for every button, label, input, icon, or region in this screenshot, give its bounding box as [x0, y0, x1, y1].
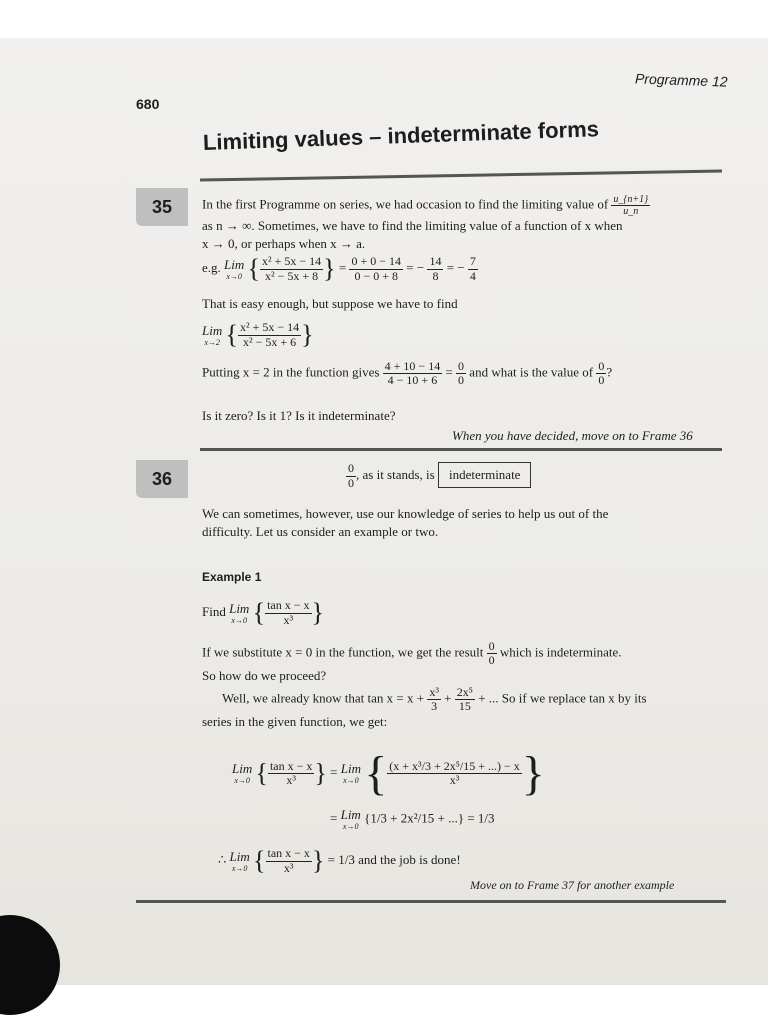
- book-page: [0, 38, 768, 985]
- frame-35-label: 35: [136, 188, 188, 226]
- substitute-line: If we substitute x = 0 in the function, we get the result $\frac{0}{0}$ which is indeterminate.: [202, 639, 622, 668]
- result-line: ∴ Lim x→0 { $\frac{\text{tan x − x}}{\text{x³}}$ } = 1/3 and the job is done!: [218, 846, 461, 875]
- example-eq-2: Lim x→2 { $\frac{\text{x² + 5x − 14}}{\text{x² − 5x + 6}}$ }: [202, 320, 314, 349]
- dark-corner-shadow: [0, 915, 60, 1015]
- series-help-1: We can sometimes, however, use our knowledge of series to help us out of the: [202, 506, 609, 521]
- frame35-intro-a: In the first Programme on series, we had occasion to find the limiting value of $\frac{u\_\{n+1\}}{u\_n}$: [202, 194, 649, 217]
- move-on-36: When you have decided, move on to Frame 36: [452, 428, 693, 443]
- frame-36-label: 36: [136, 460, 188, 498]
- question-text: Is it zero? Is it 1? Is it indeterminate?: [202, 408, 396, 423]
- page-title: Limiting values – indeterminate forms: [202, 116, 600, 155]
- example-title: Example 1: [202, 570, 262, 584]
- page-number: 680: [136, 96, 160, 112]
- frame35-intro-b: as n → ∞. Sometimes, we have to find the limiting value of a function of x when: [202, 218, 623, 233]
- proceed-line: So how do we proceed?: [202, 668, 327, 683]
- move-on-37: Move on to Frame 37 for another example: [470, 878, 675, 892]
- example-eq-1: e.g. Lim x→0 { $\frac{\text{x² + 5x − 14}}{\text{x² − 5x + 8}}$ } = $\frac{0 + 0 - 14}{0 - 0 + 8}$ = − $\frac{14}{8}$ = − $\frac{7}{4}$: [202, 254, 476, 283]
- programme-label: Programme 12: [635, 70, 729, 90]
- well-line: Well, we already know that tan x = x + $\frac{\text{x³}}{3}$ + $\frac{\text{2x⁵}}{15}$ + ... So if we replace tan x by its: [222, 685, 647, 714]
- find-line: Find Lim x→0 { $\frac{\text{tan x − x}}{\text{x³}}$ }: [202, 598, 324, 627]
- indeterminate-line: $\frac{0}{0}$ , as it stands, is indeterminate: [346, 462, 531, 490]
- bottom-rule: [136, 900, 726, 903]
- frame35-rule: [200, 448, 722, 451]
- frame35-intro-c: x → 0, or perhaps when x → a.: [202, 236, 366, 251]
- step2-equation: = Lim x→0 {1/3 + 2x²/15 + ...} = 1/3: [330, 807, 495, 831]
- title-rule: [200, 169, 722, 181]
- answer-box: indeterminate: [438, 462, 531, 488]
- series-help-2: difficulty. Let us consider an example or two.: [202, 524, 439, 539]
- putting-line: Putting x = 2 in the function gives $\frac{4 + 10 - 14}{4 - 10 + 6}$ = $\frac{0}{0}$ and what is the value of $\frac{0}{0}$ ?: [202, 359, 613, 388]
- series-given: series in the given function, we get:: [202, 714, 388, 729]
- big-equation: Lim x→0 { $\frac{\text{tan x − x}}{\text{x³}}$ } = Lim x→0 { $\frac{\text{(x + x³/3 + 2x⁵/15 + ...) − x}}{\text{x³}}$ }: [232, 747, 545, 800]
- easy-text: That is easy enough, but suppose we have to find: [202, 296, 458, 311]
